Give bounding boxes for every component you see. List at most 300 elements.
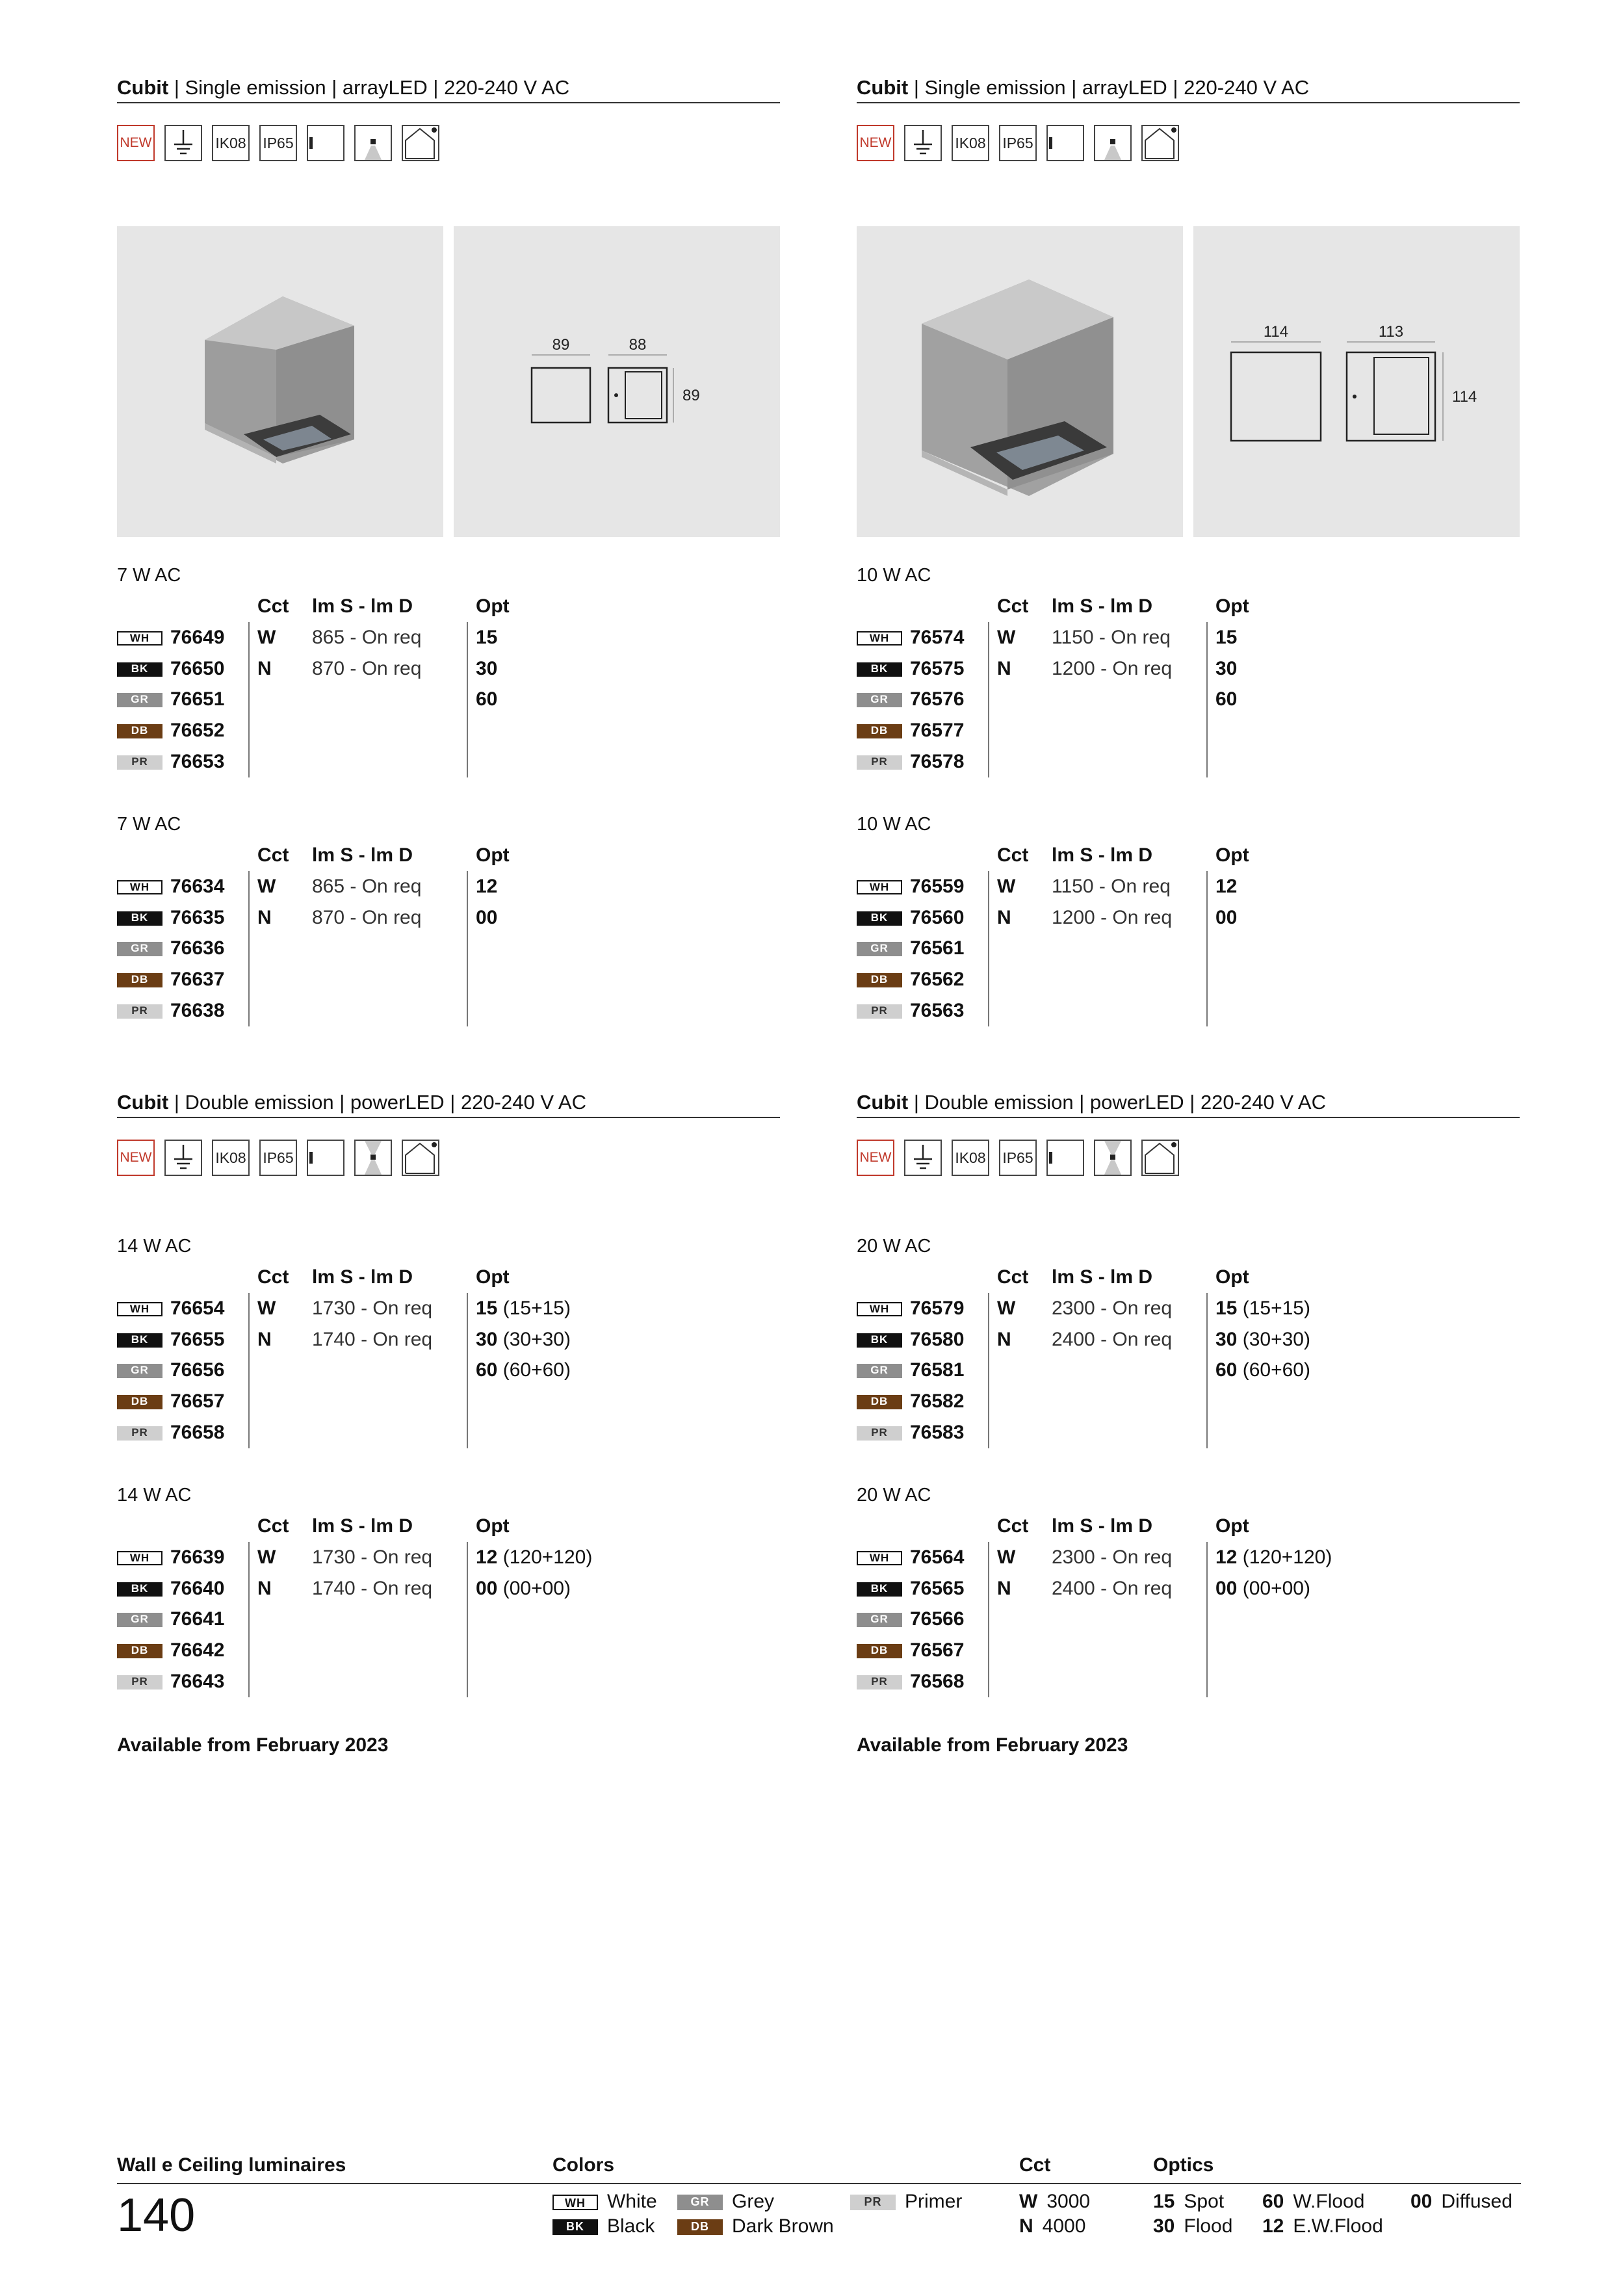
color-name: Dark Brown bbox=[732, 2215, 834, 2237]
table-row bbox=[857, 1417, 1520, 1448]
product-code: 76568 bbox=[910, 1670, 965, 1692]
power-label: 10 W AC bbox=[857, 565, 931, 586]
col-cct-header: Cct bbox=[997, 1515, 1029, 1537]
dimension-drawing bbox=[1193, 226, 1520, 537]
product-section-single-10w bbox=[857, 73, 1520, 406]
col-opt-header: Opt bbox=[1215, 1515, 1249, 1537]
color-badge: GR bbox=[857, 1613, 902, 1627]
product-table bbox=[857, 1231, 1520, 1448]
table-row bbox=[117, 1666, 780, 1697]
ik08-rating-icon: IK08 bbox=[212, 1140, 250, 1176]
optic-value: 60 bbox=[1215, 688, 1238, 711]
color-name: Primer bbox=[905, 2191, 963, 2212]
table-row bbox=[117, 1542, 780, 1573]
table-header bbox=[117, 1511, 780, 1542]
product-table bbox=[857, 809, 1520, 1026]
product-code: 76581 bbox=[910, 1359, 965, 1381]
new-badge-icon: NEW bbox=[857, 1140, 894, 1176]
table-row bbox=[117, 715, 780, 746]
optic-value: 00 bbox=[1215, 906, 1238, 928]
power-label: 20 W AC bbox=[857, 1236, 931, 1257]
table-row bbox=[117, 1386, 780, 1417]
color-badge: PR bbox=[117, 1004, 162, 1019]
optic-name: Flood bbox=[1184, 2215, 1233, 2237]
optic-value: 12 bbox=[1215, 875, 1238, 897]
feature-icons bbox=[857, 1140, 1520, 1176]
optic-value: 15 bbox=[1215, 626, 1238, 648]
table-row bbox=[117, 684, 780, 715]
color-badge: DB bbox=[857, 973, 902, 987]
optic-legend-item bbox=[1153, 2189, 1224, 2214]
product-code: 76641 bbox=[170, 1608, 225, 1630]
col-opt-header: Opt bbox=[476, 1266, 510, 1288]
product-code: 76567 bbox=[910, 1639, 965, 1662]
availability-note: Available from February 2023 bbox=[857, 1734, 1128, 1756]
table-row bbox=[117, 746, 780, 777]
color-badge: WH bbox=[552, 2195, 598, 2210]
product-images bbox=[857, 226, 1520, 537]
cct-code: W bbox=[1019, 2191, 1038, 2212]
col-lm-header: lm S - lm D bbox=[1052, 595, 1153, 617]
dim-width: 114 bbox=[1263, 323, 1289, 341]
product-code: 76565 bbox=[910, 1577, 965, 1599]
product-table bbox=[117, 1231, 780, 1448]
color-legend-item bbox=[552, 2214, 655, 2239]
ik08-rating-icon: IK08 bbox=[212, 125, 250, 161]
table-row bbox=[857, 1293, 1520, 1324]
ik08-rating-icon: IK08 bbox=[952, 1140, 989, 1176]
col-opt-header: Opt bbox=[1215, 1266, 1249, 1288]
cct-value: W bbox=[257, 1297, 276, 1319]
product-code: 76578 bbox=[910, 750, 965, 772]
color-badge: WH bbox=[857, 631, 902, 646]
color-badge: PR bbox=[117, 1426, 162, 1441]
table-row bbox=[117, 964, 780, 995]
beam-icon bbox=[354, 125, 392, 161]
color-badge: DB bbox=[117, 973, 162, 987]
optic-code: 30 bbox=[1153, 2215, 1175, 2237]
color-badge: WH bbox=[117, 1302, 162, 1316]
new-badge-icon: NEW bbox=[117, 1140, 155, 1176]
product-code: 76639 bbox=[170, 1546, 225, 1568]
dim-width: 89 bbox=[552, 336, 570, 354]
col-opt-header: Opt bbox=[476, 1515, 510, 1537]
table-row bbox=[857, 715, 1520, 746]
table-row bbox=[857, 1604, 1520, 1635]
cct-value: W bbox=[257, 626, 276, 648]
color-badge: BK bbox=[857, 1333, 902, 1348]
lumen-value: 1740 - On req bbox=[312, 1577, 433, 1599]
color-badge: DB bbox=[857, 724, 902, 738]
col-lm-header: lm S - lm D bbox=[312, 595, 413, 617]
product-code: 76652 bbox=[170, 720, 225, 742]
section-title: Cubit | Double emission | powerLED | 220-240 V AC bbox=[857, 1088, 1520, 1118]
color-legend-item bbox=[552, 2189, 657, 2214]
col-opt-header: Opt bbox=[1215, 595, 1249, 617]
product-code: 76650 bbox=[170, 657, 225, 679]
optic-value: 15 (15+15) bbox=[476, 1297, 571, 1319]
color-name: Black bbox=[607, 2215, 655, 2237]
color-badge: DB bbox=[857, 1644, 902, 1658]
cct-value: N bbox=[997, 1577, 1011, 1599]
color-badge: BK bbox=[857, 1582, 902, 1597]
lumen-value: 1150 - On req bbox=[1052, 875, 1171, 897]
product-code: 76636 bbox=[170, 937, 225, 959]
cct-value: W bbox=[997, 1297, 1016, 1319]
earth-icon bbox=[164, 125, 202, 161]
color-badge: GR bbox=[117, 942, 162, 956]
table-row bbox=[117, 995, 780, 1026]
color-badge: WH bbox=[857, 1551, 902, 1565]
product-photo bbox=[117, 226, 443, 537]
power-label: 14 W AC bbox=[117, 1236, 192, 1257]
table-row bbox=[117, 1573, 780, 1604]
optic-name: W.Flood bbox=[1293, 2191, 1365, 2212]
product-table bbox=[117, 560, 780, 777]
product-code: 76640 bbox=[170, 1577, 225, 1599]
optic-code: 60 bbox=[1262, 2191, 1284, 2212]
product-photo bbox=[857, 226, 1183, 537]
col-opt-header: Opt bbox=[1215, 844, 1249, 866]
earth-icon bbox=[164, 1140, 202, 1176]
optic-value: 60 bbox=[476, 688, 498, 711]
table-row bbox=[857, 622, 1520, 653]
power-label: 14 W AC bbox=[117, 1485, 192, 1506]
product-code: 76658 bbox=[170, 1421, 225, 1443]
double-beam-icon bbox=[1094, 1140, 1132, 1176]
footer-category: Wall e Ceiling luminaires bbox=[117, 2154, 346, 2176]
section-title: Cubit | Single emission | arrayLED | 220-240 V AC bbox=[117, 73, 780, 103]
earth-icon bbox=[904, 125, 942, 161]
single-emission-icon bbox=[1046, 125, 1084, 161]
dim-depth: 113 bbox=[1378, 323, 1404, 341]
lumen-value: 1150 - On req bbox=[1052, 626, 1171, 648]
dimension-drawing bbox=[454, 226, 780, 537]
col-opt-header: Opt bbox=[476, 844, 510, 866]
col-lm-header: lm S - lm D bbox=[312, 1515, 413, 1537]
cct-value: N bbox=[997, 1328, 1011, 1350]
lumen-value: 870 - On req bbox=[312, 906, 422, 928]
product-code: 76566 bbox=[910, 1608, 965, 1630]
optic-name: Diffused bbox=[1441, 2191, 1513, 2212]
table-row bbox=[857, 1324, 1520, 1355]
footer-header bbox=[117, 2152, 1521, 2184]
ip65-rating-icon: IP65 bbox=[999, 125, 1037, 161]
optic-value: 15 (15+15) bbox=[1215, 1297, 1310, 1319]
table-row bbox=[117, 902, 780, 933]
lumen-value: 1730 - On req bbox=[312, 1297, 433, 1319]
col-cct-header: Cct bbox=[257, 1266, 289, 1288]
footer-optics-label: Optics bbox=[1153, 2154, 1214, 2176]
product-code: 76562 bbox=[910, 969, 965, 991]
product-table bbox=[117, 1480, 780, 1697]
color-badge: GR bbox=[857, 1364, 902, 1378]
ip65-rating-icon: IP65 bbox=[259, 125, 297, 161]
color-badge: WH bbox=[857, 1302, 902, 1316]
col-cct-header: Cct bbox=[997, 844, 1029, 866]
color-badge: PR bbox=[857, 1004, 902, 1019]
beam-icon bbox=[1094, 125, 1132, 161]
product-code: 76637 bbox=[170, 969, 225, 991]
optic-value: 30 bbox=[476, 657, 498, 679]
product-code: 76635 bbox=[170, 906, 225, 928]
product-code: 76580 bbox=[910, 1328, 965, 1350]
color-badge: PR bbox=[117, 755, 162, 770]
table-row bbox=[117, 1324, 780, 1355]
power-label: 20 W AC bbox=[857, 1485, 931, 1506]
optic-legend-item bbox=[1410, 2189, 1513, 2214]
optic-legend-item bbox=[1262, 2189, 1364, 2214]
table-row bbox=[117, 871, 780, 902]
color-badge: DB bbox=[117, 724, 162, 738]
color-badge: PR bbox=[850, 2195, 896, 2210]
col-cct-header: Cct bbox=[997, 1266, 1029, 1288]
color-badge: WH bbox=[117, 631, 162, 646]
new-badge-icon: NEW bbox=[117, 125, 155, 161]
color-badge: GR bbox=[857, 942, 902, 956]
page-number: 140 bbox=[117, 2189, 196, 2241]
color-name: Grey bbox=[732, 2191, 775, 2212]
table-row bbox=[857, 1635, 1520, 1666]
product-code: 76638 bbox=[170, 999, 225, 1021]
color-badge: PR bbox=[857, 1426, 902, 1441]
color-badge: WH bbox=[117, 880, 162, 894]
optic-value: 00 (00+00) bbox=[476, 1577, 571, 1599]
table-row bbox=[857, 1542, 1520, 1573]
product-code: 76651 bbox=[170, 688, 225, 711]
power-label: 7 W AC bbox=[117, 814, 181, 835]
col-lm-header: lm S - lm D bbox=[1052, 1515, 1153, 1537]
product-table bbox=[857, 560, 1520, 777]
color-badge: BK bbox=[552, 2219, 598, 2235]
ip65-rating-icon: IP65 bbox=[259, 1140, 297, 1176]
product-code: 76561 bbox=[910, 937, 965, 959]
dim-height: 89 bbox=[682, 387, 700, 404]
table-row bbox=[857, 995, 1520, 1026]
color-badge: WH bbox=[117, 1551, 162, 1565]
product-code: 76655 bbox=[170, 1328, 225, 1350]
table-header bbox=[117, 1262, 780, 1293]
lumen-value: 1730 - On req bbox=[312, 1546, 433, 1568]
footer-cct-label: Cct bbox=[1019, 2154, 1051, 2176]
table-row bbox=[117, 1355, 780, 1386]
col-opt-header: Opt bbox=[476, 595, 510, 617]
wall-mount-icon bbox=[402, 1140, 439, 1176]
col-cct-header: Cct bbox=[257, 844, 289, 866]
availability-note: Available from February 2023 bbox=[117, 1734, 389, 1756]
product-code: 76576 bbox=[910, 688, 965, 711]
col-cct-header: Cct bbox=[997, 595, 1029, 617]
product-code: 76657 bbox=[170, 1390, 225, 1413]
optic-legend-item bbox=[1262, 2214, 1383, 2239]
product-code: 76560 bbox=[910, 906, 965, 928]
section-title: Cubit | Double emission | powerLED | 220-240 V AC bbox=[117, 1088, 780, 1118]
product-code: 76582 bbox=[910, 1390, 965, 1413]
color-badge: DB bbox=[857, 1395, 902, 1409]
color-badge: GR bbox=[677, 2195, 723, 2210]
product-table bbox=[857, 1480, 1520, 1697]
cct-value: N bbox=[997, 906, 1011, 928]
page-footer bbox=[117, 2152, 1521, 2241]
color-badge: BK bbox=[117, 911, 162, 926]
optic-name: E.W.Flood bbox=[1293, 2215, 1383, 2237]
product-code: 76563 bbox=[910, 999, 965, 1021]
lumen-value: 1740 - On req bbox=[312, 1328, 433, 1350]
cct-value: N bbox=[257, 1328, 272, 1350]
optic-code: 12 bbox=[1262, 2215, 1284, 2237]
power-label: 7 W AC bbox=[117, 565, 181, 586]
lumen-value: 1200 - On req bbox=[1052, 906, 1173, 928]
new-badge-icon: NEW bbox=[857, 125, 894, 161]
product-code: 76643 bbox=[170, 1670, 225, 1692]
footer-colors-label: Colors bbox=[552, 2154, 615, 2176]
wall-mount-icon bbox=[1141, 125, 1179, 161]
optic-value: 00 (00+00) bbox=[1215, 1577, 1310, 1599]
col-lm-header: lm S - lm D bbox=[1052, 1266, 1153, 1288]
cct-value: W bbox=[997, 875, 1016, 897]
optic-value: 30 (30+30) bbox=[1215, 1328, 1310, 1350]
table-header bbox=[857, 1262, 1520, 1293]
cct-code: N bbox=[1019, 2215, 1033, 2237]
dim-height: 114 bbox=[1452, 388, 1477, 406]
table-row bbox=[857, 871, 1520, 902]
optic-value: 30 (30+30) bbox=[476, 1328, 571, 1350]
optic-value: 00 bbox=[476, 906, 498, 928]
product-code: 76634 bbox=[170, 875, 225, 897]
double-beam-icon bbox=[354, 1140, 392, 1176]
table-header bbox=[857, 840, 1520, 871]
color-badge: BK bbox=[857, 662, 902, 677]
product-code: 76649 bbox=[170, 626, 225, 648]
col-cct-header: Cct bbox=[257, 1515, 289, 1537]
color-badge: DB bbox=[117, 1644, 162, 1658]
color-badge: GR bbox=[117, 1364, 162, 1378]
cct-value: N bbox=[257, 657, 272, 679]
product-code: 76559 bbox=[910, 875, 965, 897]
lumen-value: 1200 - On req bbox=[1052, 657, 1173, 679]
lumen-value: 2300 - On req bbox=[1052, 1546, 1173, 1568]
product-section-double-20w bbox=[857, 1088, 1520, 1176]
cct-kelvin: 4000 bbox=[1042, 2215, 1086, 2237]
cct-value: W bbox=[257, 875, 276, 897]
cct-value: N bbox=[257, 1577, 272, 1599]
ik08-rating-icon: IK08 bbox=[952, 125, 989, 161]
product-images bbox=[117, 226, 780, 537]
cct-value: W bbox=[997, 626, 1016, 648]
color-badge: GR bbox=[117, 693, 162, 707]
table-row bbox=[857, 1573, 1520, 1604]
optic-value: 12 (120+120) bbox=[1215, 1546, 1332, 1568]
ip65-rating-icon: IP65 bbox=[999, 1140, 1037, 1176]
optic-value: 15 bbox=[476, 626, 498, 648]
single-emission-icon bbox=[307, 1140, 344, 1176]
single-emission-icon bbox=[1046, 1140, 1084, 1176]
table-header bbox=[857, 1511, 1520, 1542]
cct-value: N bbox=[997, 657, 1011, 679]
color-name: White bbox=[607, 2191, 657, 2212]
table-row bbox=[117, 622, 780, 653]
color-badge: BK bbox=[117, 1333, 162, 1348]
color-badge: PR bbox=[857, 755, 902, 770]
product-code: 76577 bbox=[910, 720, 965, 742]
col-cct-header: Cct bbox=[257, 595, 289, 617]
lumen-value: 2400 - On req bbox=[1052, 1328, 1173, 1350]
table-row bbox=[857, 653, 1520, 685]
feature-icons bbox=[117, 125, 780, 161]
product-code: 76564 bbox=[910, 1546, 965, 1568]
cct-legend-item bbox=[1019, 2214, 1085, 2239]
table-header bbox=[857, 591, 1520, 622]
optic-value: 12 (120+120) bbox=[476, 1546, 593, 1568]
color-badge: DB bbox=[677, 2219, 723, 2235]
lumen-value: 865 - On req bbox=[312, 626, 422, 648]
optic-value: 60 (60+60) bbox=[476, 1359, 571, 1381]
table-row bbox=[857, 746, 1520, 777]
table-row bbox=[117, 1293, 780, 1324]
lumen-value: 2400 - On req bbox=[1052, 1577, 1173, 1599]
product-code: 76656 bbox=[170, 1359, 225, 1381]
feature-icons bbox=[117, 1140, 780, 1176]
lumen-value: 2300 - On req bbox=[1052, 1297, 1173, 1319]
cct-kelvin: 3000 bbox=[1046, 2191, 1091, 2212]
dim-depth: 88 bbox=[629, 336, 647, 354]
color-badge: GR bbox=[117, 1613, 162, 1627]
table-row bbox=[857, 902, 1520, 933]
color-legend-item bbox=[850, 2189, 962, 2214]
optic-name: Spot bbox=[1184, 2191, 1225, 2212]
product-code: 76583 bbox=[910, 1421, 965, 1443]
product-code: 76654 bbox=[170, 1297, 225, 1319]
wall-mount-icon bbox=[402, 125, 439, 161]
table-row bbox=[117, 1635, 780, 1666]
section-title: Cubit | Single emission | arrayLED | 220-240 V AC bbox=[857, 73, 1520, 103]
color-badge: BK bbox=[117, 662, 162, 677]
power-label: 10 W AC bbox=[857, 814, 931, 835]
table-row bbox=[117, 1604, 780, 1635]
color-legend-item bbox=[677, 2214, 834, 2239]
table-row bbox=[117, 933, 780, 964]
table-row bbox=[857, 964, 1520, 995]
lumen-value: 865 - On req bbox=[312, 875, 422, 897]
color-badge: DB bbox=[117, 1395, 162, 1409]
table-header bbox=[117, 591, 780, 622]
product-code: 76579 bbox=[910, 1297, 965, 1319]
col-lm-header: lm S - lm D bbox=[1052, 844, 1153, 866]
table-header bbox=[117, 840, 780, 871]
table-row bbox=[117, 1417, 780, 1448]
color-legend-item bbox=[677, 2189, 774, 2214]
table-row bbox=[117, 653, 780, 685]
cct-value: W bbox=[997, 1546, 1016, 1568]
table-row bbox=[857, 1355, 1520, 1386]
color-badge: WH bbox=[857, 880, 902, 894]
product-section-double-14w bbox=[117, 1088, 780, 1176]
lumen-value: 870 - On req bbox=[312, 657, 422, 679]
optic-code: 00 bbox=[1410, 2191, 1433, 2212]
product-code: 76574 bbox=[910, 626, 965, 648]
color-badge: GR bbox=[857, 693, 902, 707]
table-row bbox=[857, 933, 1520, 964]
color-badge: BK bbox=[857, 911, 902, 926]
earth-icon bbox=[904, 1140, 942, 1176]
wall-mount-icon bbox=[1141, 1140, 1179, 1176]
product-code: 76642 bbox=[170, 1639, 225, 1662]
optic-code: 15 bbox=[1153, 2191, 1175, 2212]
optic-value: 30 bbox=[1215, 657, 1238, 679]
table-row bbox=[857, 1666, 1520, 1697]
col-lm-header: lm S - lm D bbox=[312, 844, 413, 866]
table-row bbox=[857, 684, 1520, 715]
